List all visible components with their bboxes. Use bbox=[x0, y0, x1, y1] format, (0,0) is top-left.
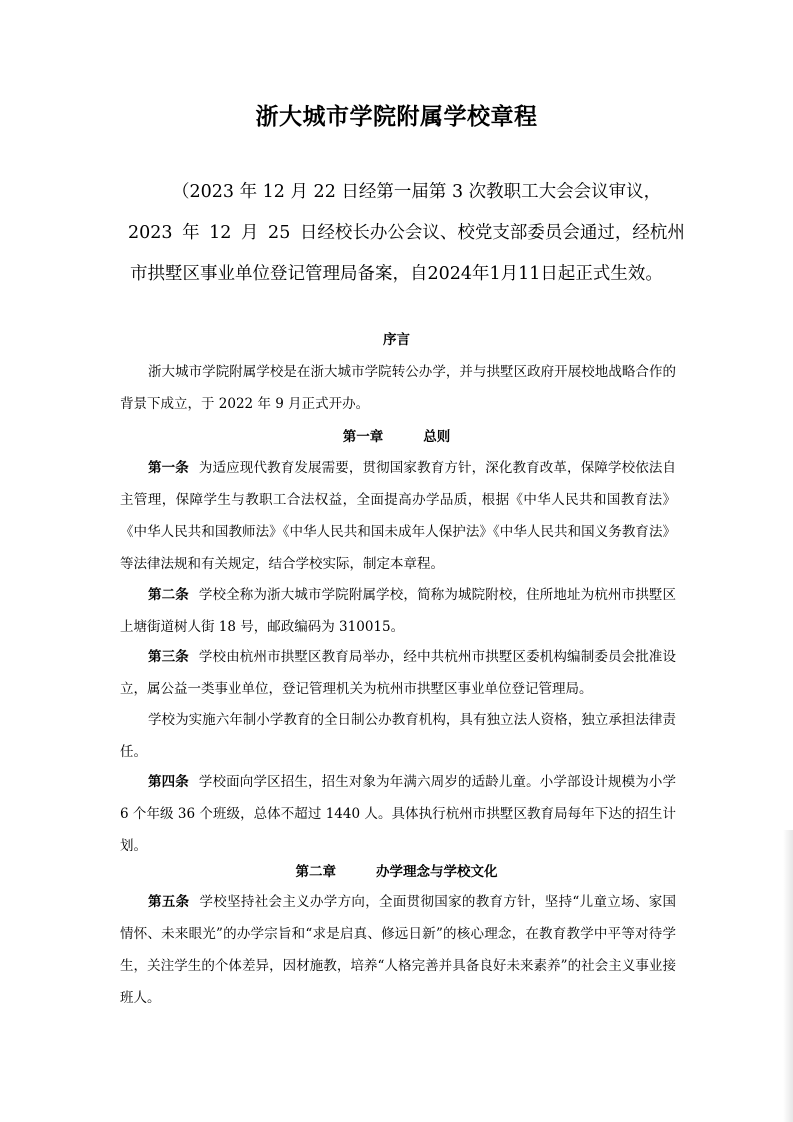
article-text: 学校全称为浙大城市学院附属学校，简称为城院附校，住所地址为杭州市拱墅区上塘街道树人街 18 号，邮政编码为 310015。 bbox=[120, 587, 676, 635]
chapter-2-number: 第二章 bbox=[295, 864, 336, 880]
page-edge-shadow bbox=[783, 830, 793, 1122]
chapter-2-name: 办学理念与学校文化 bbox=[376, 864, 498, 880]
article-label: 第二条 bbox=[148, 587, 189, 603]
article-3 bbox=[120, 641, 676, 705]
chapter-1-heading bbox=[0, 427, 793, 447]
approval-note-line: （2023 年 12 月 22 日经第一届第 3 次教职工大会会议审议， bbox=[172, 182, 662, 202]
article-4 bbox=[120, 766, 676, 862]
article-label: 第五条 bbox=[148, 894, 190, 910]
preface-heading: 序言 bbox=[383, 332, 410, 348]
article-1 bbox=[120, 452, 676, 580]
preface-paragraph: 浙大城市学院附属学校是在浙大城市学院转公办学，并与拱墅区政府开展校地战略合作的背景下成立，于 2022 年 9 月正式开办。 bbox=[120, 364, 676, 412]
article-2 bbox=[120, 579, 676, 643]
approval-note-line: 2023 年 12 月 25 日经校长办公会议、校党支部委员会通过，经杭州 bbox=[128, 223, 685, 243]
approval-note-line: 市拱墅区事业单位登记管理局备案，自2024年1月11日起正式生效。 bbox=[130, 264, 663, 284]
article-label: 第四条 bbox=[148, 774, 189, 790]
article-5 bbox=[120, 886, 676, 1014]
chapter-1-name: 总则 bbox=[423, 429, 451, 445]
article-text: 为适应现代教育发展需要，贯彻国家教育方针，深化教育改革，保障学校依法自主管理，保障学生与教职工合法权益，全面提高办学品质，根据《中华人民共和国教育法》《中华人民共和国教师法》《中华人民共和国未成年人保护法》《中华人民共和国义务教育法》等法律法规和有关规定，结合学校实际，制定本章程。 bbox=[120, 460, 676, 572]
approval-note bbox=[112, 172, 685, 295]
article-3-continued: 学校为实施六年制小学教育的全日制公办教育机构，具有独立法人资格，独立承担法律责任。 bbox=[120, 712, 676, 760]
article-text: 学校面向学区招生，招生对象为年满六周岁的适龄儿童。小学部设计规模为小学 6 个年级 36 个班级，总体不超过 1440 人。具体执行杭州市拱墅区教育局每年下达的招生计划。 bbox=[120, 774, 676, 854]
article-label: 第一条 bbox=[148, 460, 189, 476]
article-label: 第三条 bbox=[148, 649, 189, 665]
chapter-2-heading bbox=[0, 862, 793, 882]
article-text: 学校由杭州市拱墅区教育局举办，经中共杭州市拱墅区委机构编制委员会批准设立，属公益一类事业单位，登记管理机关为杭州市拱墅区事业单位登记管理局。 bbox=[120, 649, 676, 697]
document-title: 浙大城市学院附属学校章程 bbox=[255, 104, 538, 130]
article-text: 学校坚持社会主义办学方向，全面贯彻国家的教育方针，坚持“儿童立场、家国情怀、未来眼光”的办学宗旨和“求是启真、修远日新”的核心理念，在教育教学中平等对待学生，关注学生的个体差异，因材施教，培养“人格完善并具备良好未来素养”的社会主义事业接班人。 bbox=[120, 894, 677, 1006]
chapter-1-number: 第一章 bbox=[342, 429, 384, 445]
